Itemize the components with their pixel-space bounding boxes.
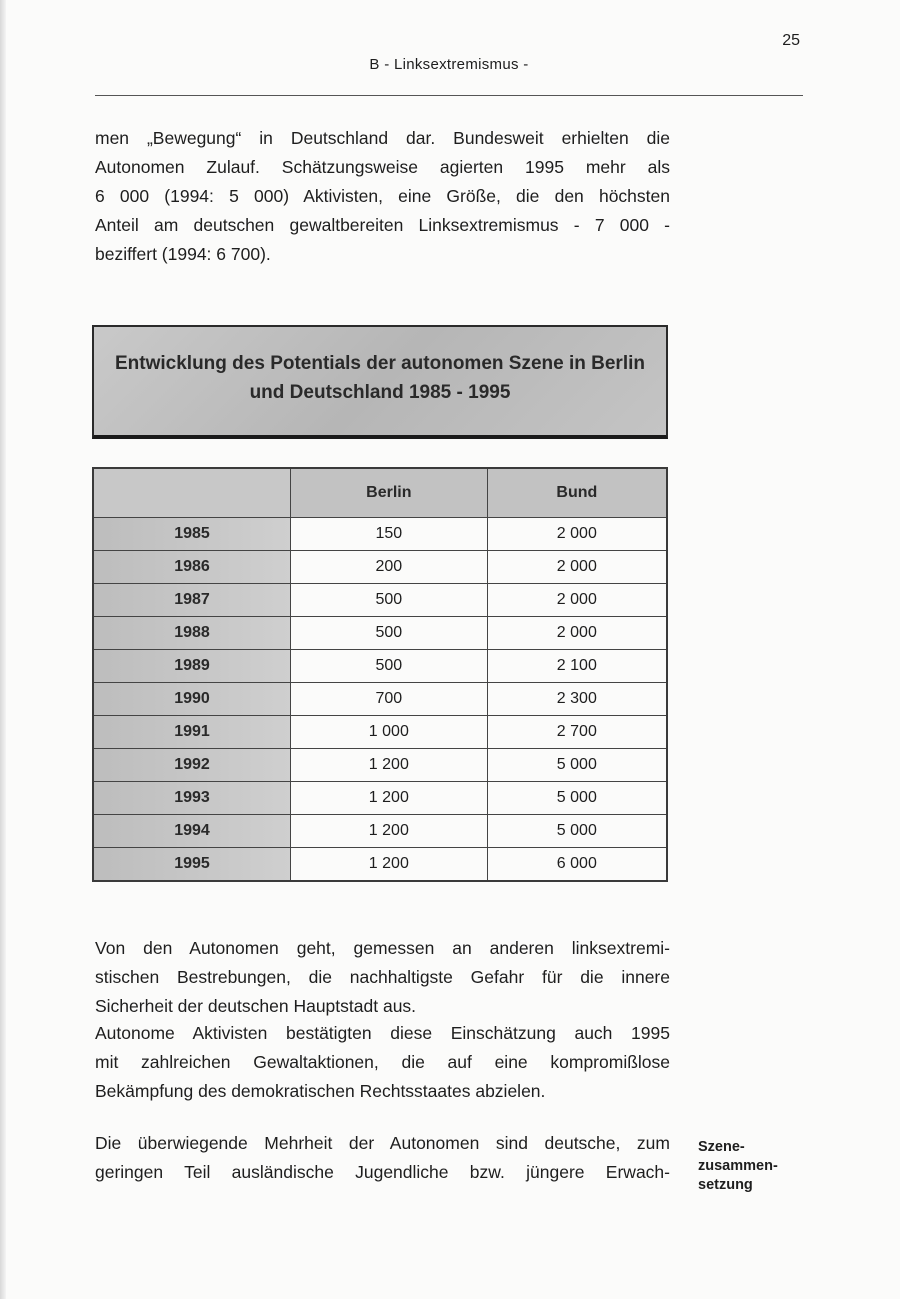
table-row [93, 617, 667, 650]
bund-cell: 2 000 [487, 617, 667, 650]
text-line: Anteil am deutschen gewaltbereiten Linksextremismus - 7 000 - [95, 215, 670, 235]
berlin-cell: 150 [291, 518, 488, 551]
text-line: stischen Bestrebungen, die nachhaltigste Gefahr für die innere [95, 967, 670, 987]
header-rule [95, 95, 803, 96]
year-cell: 1987 [93, 584, 291, 617]
bund-cell: 2 000 [487, 584, 667, 617]
text-line: geringen Teil ausländische Jugendliche bzw. jüngere Erwach- [95, 1162, 670, 1182]
bund-cell: 5 000 [487, 815, 667, 848]
berlin-cell: 500 [291, 584, 488, 617]
table-row [93, 716, 667, 749]
berlin-cell: 500 [291, 617, 488, 650]
text-line: Autonome Aktivisten bestätigten diese Einschätzung auch 1995 [95, 1023, 670, 1043]
text-line: 6 000 (1994: 5 000) Aktivisten, eine Größe, die den höchsten [95, 186, 670, 206]
year-cell: 1990 [93, 683, 291, 716]
berlin-cell: 1 200 [291, 848, 488, 882]
activists-paragraph [95, 1019, 670, 1106]
table-row [93, 650, 667, 683]
margin-note-line: setzung [698, 1177, 753, 1193]
margin-note-line: zusammen- [698, 1158, 778, 1174]
text-line: Bekämpfung des demokratischen Rechtsstaates abzielen. [95, 1081, 546, 1101]
year-cell: 1995 [93, 848, 291, 882]
potential-table [92, 467, 668, 882]
bund-cell: 2 700 [487, 716, 667, 749]
bund-cell: 2 100 [487, 650, 667, 683]
year-cell: 1991 [93, 716, 291, 749]
year-cell: 1994 [93, 815, 291, 848]
intro-paragraph [95, 124, 670, 269]
table-header-bund: Bund [487, 468, 667, 518]
berlin-cell: 500 [291, 650, 488, 683]
year-cell: 1985 [93, 518, 291, 551]
table-header-row [93, 468, 667, 518]
bund-cell: 2 000 [487, 518, 667, 551]
table-row [93, 782, 667, 815]
table-title-line: Entwicklung des Potentials der autonomen Szene in Berlin [115, 353, 645, 374]
berlin-cell: 1 200 [291, 749, 488, 782]
text-line: men „Bewegung“ in Deutschland dar. Bundesweit erhielten die [95, 128, 670, 148]
text-line: Von den Autonomen geht, gemessen an anderen linksextremi- [95, 938, 670, 958]
danger-paragraph [95, 934, 670, 1021]
berlin-cell: 1 200 [291, 782, 488, 815]
bund-cell: 6 000 [487, 848, 667, 882]
text-line: beziffert (1994: 6 700). [95, 244, 271, 264]
text-line: Sicherheit der deutschen Hauptstadt aus. [95, 996, 417, 1016]
text-line: Die überwiegende Mehrheit der Autonomen sind deutsche, zum [95, 1133, 670, 1153]
text-line: Autonomen Zulauf. Schätzungsweise agierten 1995 mehr als [95, 157, 670, 177]
berlin-cell: 700 [291, 683, 488, 716]
table-title-box [92, 325, 668, 439]
text-line: mit zahlreichen Gewaltaktionen, die auf eine kompromißlose [95, 1052, 670, 1072]
table-row [93, 518, 667, 551]
year-cell: 1986 [93, 551, 291, 584]
year-cell: 1989 [93, 650, 291, 683]
table-title-line: und Deutschland 1985 - 1995 [249, 382, 511, 403]
table-row [93, 848, 667, 882]
berlin-cell: 1 000 [291, 716, 488, 749]
running-header: B - Linksextremismus - [369, 56, 529, 73]
table-row [93, 551, 667, 584]
bund-cell: 2 000 [487, 551, 667, 584]
table-row [93, 584, 667, 617]
year-cell: 1992 [93, 749, 291, 782]
berlin-cell: 1 200 [291, 815, 488, 848]
page-number: 25 [782, 32, 800, 49]
bund-cell: 5 000 [487, 749, 667, 782]
page-edge-shadow [0, 0, 6, 1299]
bund-cell: 5 000 [487, 782, 667, 815]
table-row [93, 749, 667, 782]
composition-paragraph [95, 1129, 670, 1187]
margin-note-line: Szene- [698, 1139, 745, 1155]
year-cell: 1988 [93, 617, 291, 650]
year-cell: 1993 [93, 782, 291, 815]
margin-note [698, 1138, 808, 1195]
table-row [93, 815, 667, 848]
bund-cell: 2 300 [487, 683, 667, 716]
berlin-cell: 200 [291, 551, 488, 584]
table-header-corner [93, 468, 291, 518]
table-title [94, 349, 666, 407]
table-header-berlin: Berlin [291, 468, 488, 518]
table-row [93, 683, 667, 716]
